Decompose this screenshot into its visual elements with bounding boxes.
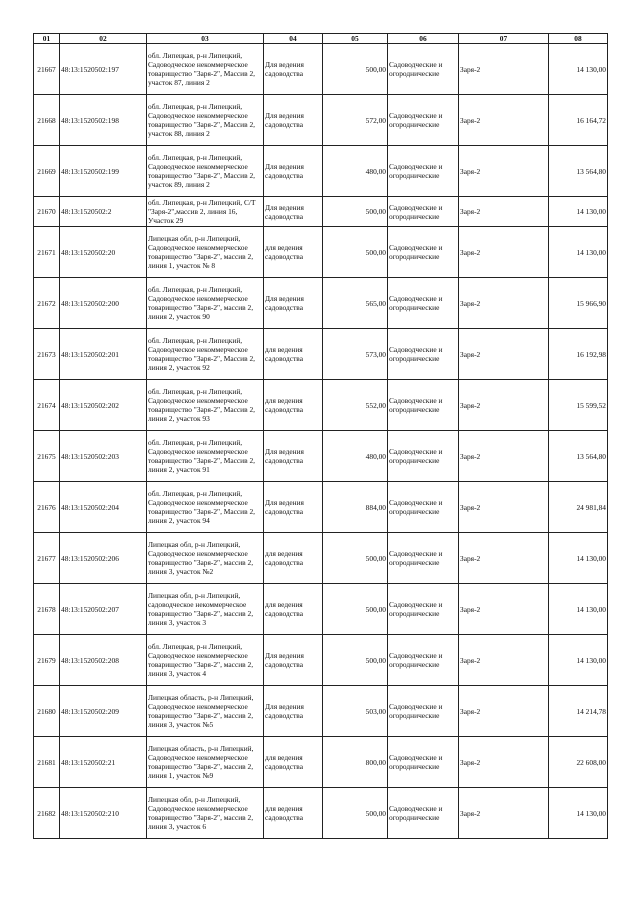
partnership-name-cell: Заря-2 <box>459 788 549 839</box>
cadastral-value-cell: 13 564,80 <box>549 146 608 197</box>
partnership-name-cell: Заря-2 <box>459 227 549 278</box>
row-number-cell: 21678 <box>34 584 60 635</box>
row-number-cell: 21682 <box>34 788 60 839</box>
area-cell: 500,00 <box>323 44 388 95</box>
permitted-use-cell: для ведения садоводства <box>264 380 323 431</box>
permitted-use-cell: Для ведения садоводства <box>264 197 323 227</box>
land-category-cell: Садоводческие и огороднические <box>388 533 459 584</box>
column-header: 08 <box>549 34 608 44</box>
table-row <box>34 197 608 227</box>
row-number-cell: 21681 <box>34 737 60 788</box>
partnership-name-cell: Заря-2 <box>459 329 549 380</box>
column-header: 07 <box>459 34 549 44</box>
address-cell: Липецкая обл, р-н Липецкий, Садоводческое некоммерческое товарищество "Заря-2", массив 2, линия 3, участок 6 <box>147 788 264 839</box>
land-category-cell: Садоводческие и огороднические <box>388 431 459 482</box>
cadastral-value-cell: 13 564,80 <box>549 431 608 482</box>
row-number-cell: 21677 <box>34 533 60 584</box>
table-row <box>34 329 608 380</box>
cadastral-number-cell: 48:13:1520502:207 <box>60 584 147 635</box>
address-cell: обл. Липецкая, р-н Липецкий, Садоводческое некоммерческое товарищество "Заря-2", массив 2, линия 2, участок 90 <box>147 278 264 329</box>
cadastral-number-cell: 48:13:1520502:206 <box>60 533 147 584</box>
permitted-use-cell: Для ведения садоводства <box>264 635 323 686</box>
area-cell: 480,00 <box>323 146 388 197</box>
cadastral-value-cell: 14 214,78 <box>549 686 608 737</box>
land-category-cell: Садоводческие и огороднические <box>388 146 459 197</box>
row-number-cell: 21671 <box>34 227 60 278</box>
permitted-use-cell: Для ведения садоводства <box>264 146 323 197</box>
cadastral-number-cell: 48:13:1520502:199 <box>60 146 147 197</box>
partnership-name-cell: Заря-2 <box>459 44 549 95</box>
partnership-name-cell: Заря-2 <box>459 584 549 635</box>
address-cell: Липецкая обл, р-н Липецкий, Садоводческое некоммерческое товарищество "Заря-2", массив 2, линия 3, участок №2 <box>147 533 264 584</box>
cadastral-number-cell: 48:13:1520502:2 <box>60 197 147 227</box>
table-row <box>34 533 608 584</box>
cadastral-number-cell: 48:13:1520502:20 <box>60 227 147 278</box>
header-row <box>34 34 608 44</box>
permitted-use-cell: Для ведения садоводства <box>264 95 323 146</box>
permitted-use-cell: Для ведения садоводства <box>264 44 323 95</box>
address-cell: Липецкая обл, р-н Липецкий, Садоводческое некоммерческое товарищество "Заря-2", массив 2, линия 1, участок № 8 <box>147 227 264 278</box>
land-category-cell: Садоводческие и огороднические <box>388 380 459 431</box>
area-cell: 500,00 <box>323 584 388 635</box>
partnership-name-cell: Заря-2 <box>459 482 549 533</box>
permitted-use-cell: для ведения садоводства <box>264 533 323 584</box>
partnership-name-cell: Заря-2 <box>459 197 549 227</box>
permitted-use-cell: Для ведения садоводства <box>264 686 323 737</box>
partnership-name-cell: Заря-2 <box>459 533 549 584</box>
table-row <box>34 686 608 737</box>
land-category-cell: Садоводческие и огороднические <box>388 227 459 278</box>
land-category-cell: Садоводческие и огороднические <box>388 95 459 146</box>
address-cell: обл. Липецкая, р-н Липецкий, Садоводческое некоммерческое товарищество "Заря-2", Массив 2, линия 2, участок 94 <box>147 482 264 533</box>
cadastral-value-cell: 15 599,52 <box>549 380 608 431</box>
partnership-name-cell: Заря-2 <box>459 737 549 788</box>
address-cell: обл. Липецкая, р-н Липецкий, С/Т "Заря-2",массив 2, линия 16, Участок 29 <box>147 197 264 227</box>
address-cell: обл. Липецкая, р-н Липецкий, Садоводческое некоммерческое товарищество "Заря-2", Массив 2, линия 2, участок 93 <box>147 380 264 431</box>
address-cell: обл. Липецкая, р-н Липецкий, Садоводческое некоммерческое товарищество "Заря-2", массив 2, линия 3, участок 4 <box>147 635 264 686</box>
address-cell: Липецкая область, р-н Липецкий, Садоводческое некоммерческое товарищество "Заря-2", массив 2, линия 3, участок №5 <box>147 686 264 737</box>
cadastral-number-cell: 48:13:1520502:202 <box>60 380 147 431</box>
cadastral-number-cell: 48:13:1520502:208 <box>60 635 147 686</box>
table-row <box>34 788 608 839</box>
cadastral-number-cell: 48:13:1520502:201 <box>60 329 147 380</box>
land-category-cell: Садоводческие и огороднические <box>388 44 459 95</box>
cadastral-value-cell: 14 130,00 <box>549 635 608 686</box>
address-cell: Липецкая область, р-н Липецкий, Садоводческое некоммерческое товарищество "Заря-2", массив 2, линия 1, участок №9 <box>147 737 264 788</box>
address-cell: Липецкая обл, р-н Липецкий, садоводческое некоммерческое товарищество "Заря-2", массив 2, линия 3, участок 3 <box>147 584 264 635</box>
cadastral-number-cell: 48:13:1520502:210 <box>60 788 147 839</box>
land-category-cell: Садоводческие и огороднические <box>388 635 459 686</box>
area-cell: 503,00 <box>323 686 388 737</box>
area-cell: 500,00 <box>323 533 388 584</box>
cadastral-value-cell: 15 966,90 <box>549 278 608 329</box>
cadastral-number-cell: 48:13:1520502:198 <box>60 95 147 146</box>
row-number-cell: 21668 <box>34 95 60 146</box>
table-row <box>34 737 608 788</box>
cadastral-value-cell: 14 130,00 <box>549 227 608 278</box>
row-number-cell: 21667 <box>34 44 60 95</box>
land-category-cell: Садоводческие и огороднические <box>388 788 459 839</box>
area-cell: 800,00 <box>323 737 388 788</box>
partnership-name-cell: Заря-2 <box>459 635 549 686</box>
column-header: 04 <box>264 34 323 44</box>
area-cell: 573,00 <box>323 329 388 380</box>
cadastral-value-cell: 16 192,98 <box>549 329 608 380</box>
cadastral-number-cell: 48:13:1520502:204 <box>60 482 147 533</box>
cadastral-value-cell: 14 130,00 <box>549 197 608 227</box>
row-number-cell: 21669 <box>34 146 60 197</box>
land-category-cell: Садоводческие и огороднические <box>388 686 459 737</box>
cadastral-value-cell: 14 130,00 <box>549 788 608 839</box>
table-body <box>34 44 608 839</box>
cadastral-value-cell: 14 130,00 <box>549 44 608 95</box>
table-row <box>34 278 608 329</box>
table-row <box>34 44 608 95</box>
column-header: 01 <box>34 34 60 44</box>
cadastral-number-cell: 48:13:1520502:209 <box>60 686 147 737</box>
area-cell: 500,00 <box>323 227 388 278</box>
permitted-use-cell: Для ведения садоводства <box>264 431 323 482</box>
permitted-use-cell: Для ведения садоводства <box>264 482 323 533</box>
partnership-name-cell: Заря-2 <box>459 431 549 482</box>
land-category-cell: Садоводческие и огороднические <box>388 737 459 788</box>
area-cell: 572,00 <box>323 95 388 146</box>
table-row <box>34 146 608 197</box>
land-category-cell: Садоводческие и огороднические <box>388 584 459 635</box>
cadastral-value-cell: 16 164,72 <box>549 95 608 146</box>
land-category-cell: Садоводческие и огороднические <box>388 482 459 533</box>
cadastral-value-cell: 14 130,00 <box>549 533 608 584</box>
land-category-cell: Садоводческие и огороднические <box>388 329 459 380</box>
land-category-cell: Садоводческие и огороднические <box>388 197 459 227</box>
address-cell: обл. Липецкая, р-н Липецкий, Садоводческое некоммерческое товарищество "Заря-2", Массив 2, участок 88, линия 2 <box>147 95 264 146</box>
address-cell: обл. Липецкая, р-н Липецкий, Садоводческое некоммерческое товарищество "Заря-2", Массив 2, линия 2, участок 91 <box>147 431 264 482</box>
cadastral-number-cell: 48:13:1520502:200 <box>60 278 147 329</box>
land-category-cell: Садоводческие и огороднические <box>388 278 459 329</box>
cadastral-number-cell: 48:13:1520502:197 <box>60 44 147 95</box>
column-header: 05 <box>323 34 388 44</box>
partnership-name-cell: Заря-2 <box>459 146 549 197</box>
area-cell: 500,00 <box>323 635 388 686</box>
row-number-cell: 21673 <box>34 329 60 380</box>
table-row <box>34 584 608 635</box>
table-row <box>34 380 608 431</box>
cadastral-value-cell: 24 981,84 <box>549 482 608 533</box>
row-number-cell: 21676 <box>34 482 60 533</box>
permitted-use-cell: для ведения садоводства <box>264 788 323 839</box>
area-cell: 500,00 <box>323 197 388 227</box>
column-header: 03 <box>147 34 264 44</box>
row-number-cell: 21675 <box>34 431 60 482</box>
table-row <box>34 431 608 482</box>
area-cell: 500,00 <box>323 788 388 839</box>
address-cell: обл. Липецкая, р-н Липецкий, Садоводческое некоммерческое товарищество "Заря-2", Массив 2, участок 89, линия 2 <box>147 146 264 197</box>
table-row <box>34 482 608 533</box>
cadastral-number-cell: 48:13:1520502:203 <box>60 431 147 482</box>
row-number-cell: 21674 <box>34 380 60 431</box>
area-cell: 884,00 <box>323 482 388 533</box>
permitted-use-cell: для ведения садоводства <box>264 329 323 380</box>
area-cell: 552,00 <box>323 380 388 431</box>
partnership-name-cell: Заря-2 <box>459 380 549 431</box>
permitted-use-cell: для ведения садоводства <box>264 584 323 635</box>
partnership-name-cell: Заря-2 <box>459 278 549 329</box>
address-cell: обл. Липецкая, р-н Липецкий, Садоводческое некоммерческое товарищество "Заря-2", Массив 2, участок 87, линия 2 <box>147 44 264 95</box>
partnership-name-cell: Заря-2 <box>459 95 549 146</box>
area-cell: 565,00 <box>323 278 388 329</box>
table-row <box>34 95 608 146</box>
address-cell: обл. Липецкая, р-н Липецкий, Садоводческое некоммерческое товарищество "Заря-2", Массив 2, линия 2, участок 92 <box>147 329 264 380</box>
permitted-use-cell: Для ведения садоводства <box>264 278 323 329</box>
table-row <box>34 227 608 278</box>
cadastral-value-cell: 22 608,00 <box>549 737 608 788</box>
permitted-use-cell: для ведения садоводства <box>264 737 323 788</box>
partnership-name-cell: Заря-2 <box>459 686 549 737</box>
row-number-cell: 21672 <box>34 278 60 329</box>
row-number-cell: 21680 <box>34 686 60 737</box>
row-number-cell: 21679 <box>34 635 60 686</box>
cadastral-number-cell: 48:13:1520502:21 <box>60 737 147 788</box>
column-header: 02 <box>60 34 147 44</box>
permitted-use-cell: для ведения садоводства <box>264 227 323 278</box>
cadastral-value-cell: 14 130,00 <box>549 584 608 635</box>
table-row <box>34 635 608 686</box>
area-cell: 480,00 <box>323 431 388 482</box>
row-number-cell: 21670 <box>34 197 60 227</box>
column-header: 06 <box>388 34 459 44</box>
land-register-table <box>33 33 608 839</box>
